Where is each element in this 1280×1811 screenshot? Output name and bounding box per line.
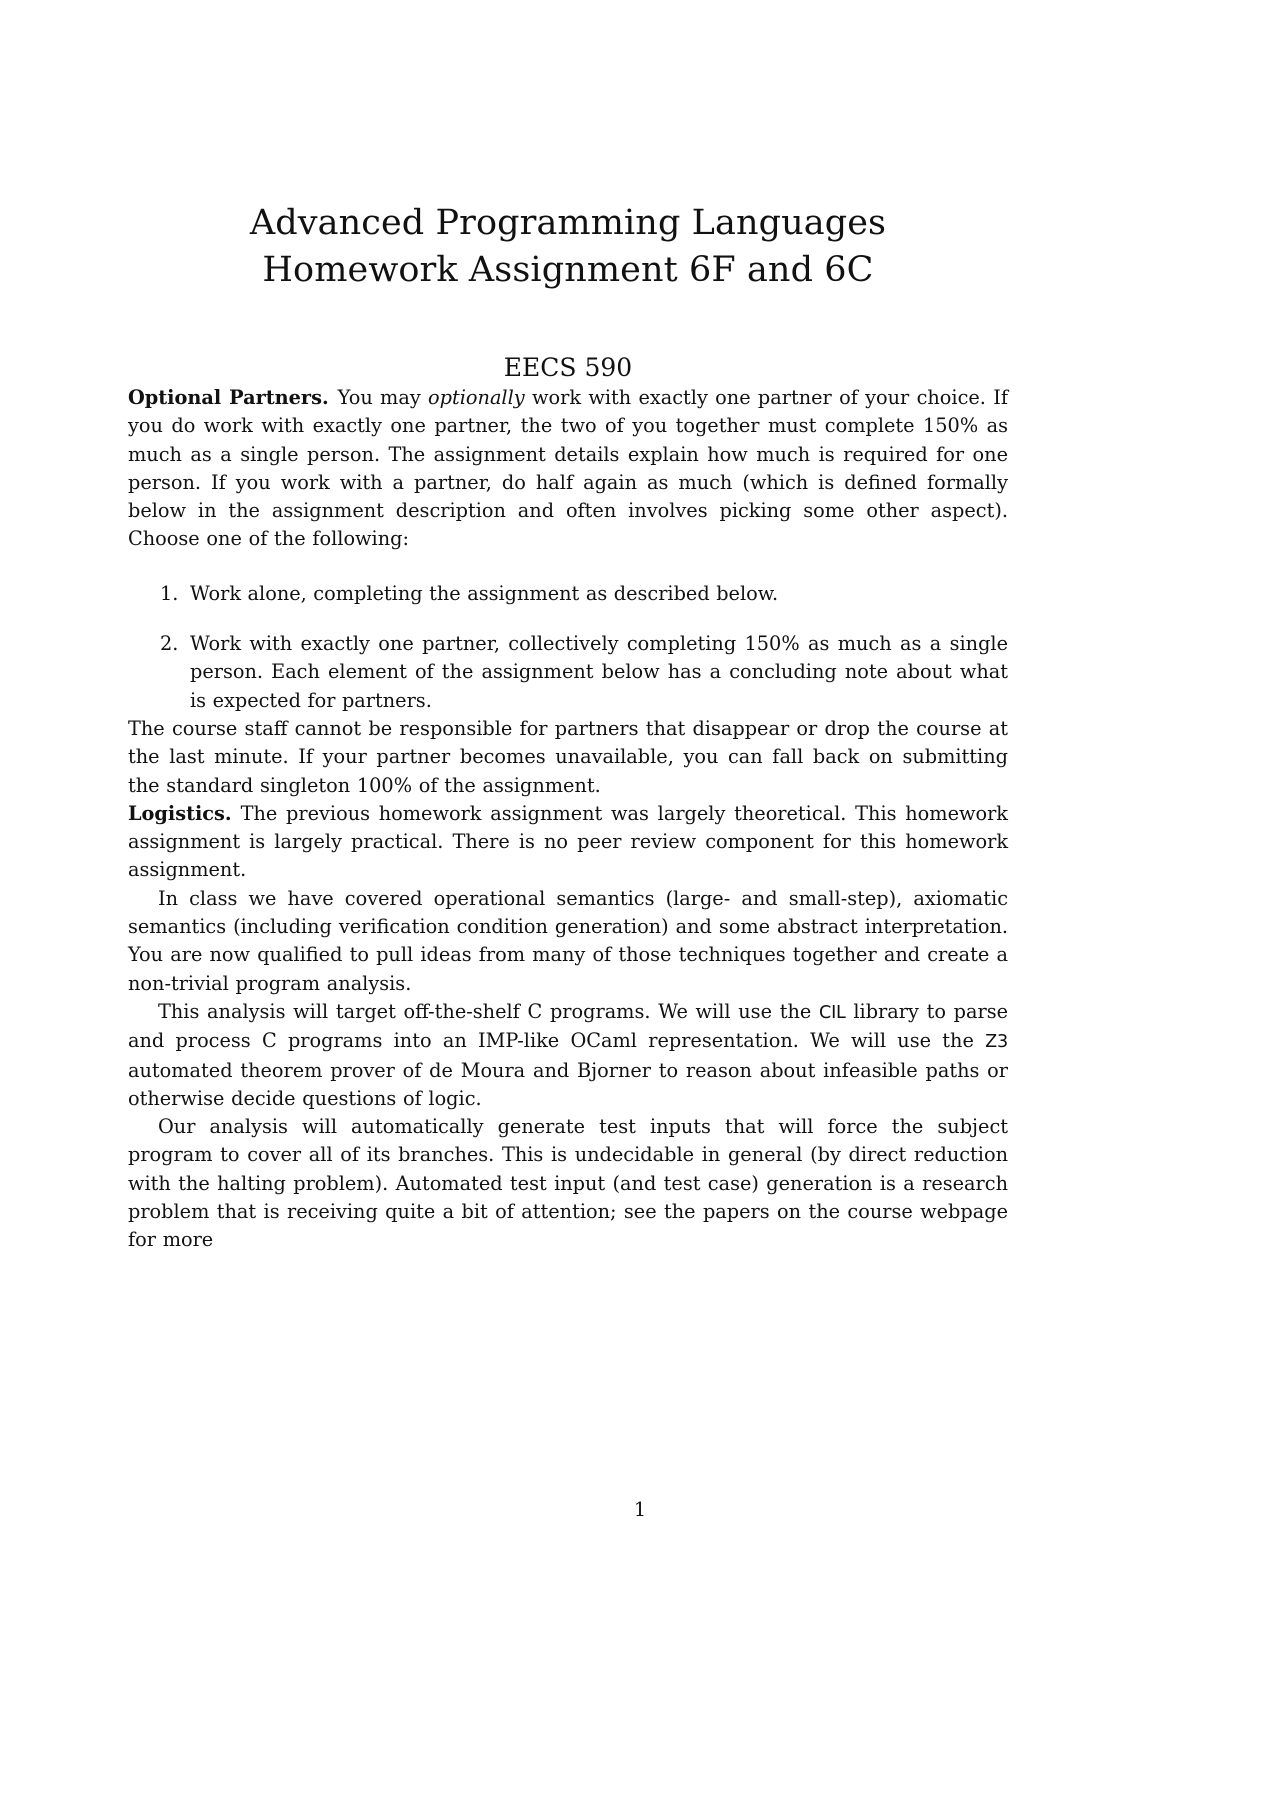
partner-disclaimer-paragraph: The course staff cannot be responsible for partners that disappear or drop the course at the last minute. If your partner becomes unavailable, you can fall back on submitting the standard singleton 100% of the assignment. (128, 716, 1008, 797)
list-item-marker: 1. (160, 581, 179, 605)
logistics-paragraph-2: In class we have covered operational semantics (large- and small-step), axiomatic semantics (including verification condition generation) and some abstract interpretation. You are now qualified to pull ideas from many of those techniques together and create a non-trivial program analysis. (128, 886, 1008, 995)
list-item (128, 630, 1008, 715)
logistics-p3-part-1: This analysis will target off-the-shelf C programs. We will use the (158, 999, 819, 1023)
document-title (128, 200, 1008, 294)
optional-partners-paragraph (128, 384, 1008, 554)
list-item (128, 580, 1008, 608)
course-subtitle: EECS 590 (503, 353, 633, 382)
title-line-2: Homework Assignment 6F and 6C (262, 250, 874, 290)
logistics-heading: Logistics. (128, 801, 232, 825)
logistics-paragraph-3 (128, 998, 1008, 1113)
z3-tool-name: Z3 (985, 1032, 1008, 1053)
page-content (128, 200, 1008, 1255)
logistics-text-1: The previous homework assignment was largely theoretical. This homework assignment is largely practical. There is no peer review component for this homework assignment. (128, 801, 1008, 882)
optional-partners-heading: Optional Partners. (128, 386, 329, 409)
list-item-marker: 2. (160, 632, 179, 656)
list-item-text: Work alone, completing the assignment as described below. (190, 581, 779, 605)
page-number: 1 (633, 1498, 647, 1521)
optional-partners-text-2: work with exactly one partner of your choice. If you do work with exactly one partner, the two of you together must complete 150% as much as a single person. The assignment details explain how much is required for one person. If you work with a partner, do half again as much (which is defined formally below in the assignment description and often involves picking some other aspect). Choose one of the following: (128, 386, 1008, 551)
logistics-paragraph-4: Our analysis will automatically generate test inputs that will force the subject program to cover all of its branches. This is undecidable in general (by direct reduction with the halting problem). Automated test input (and test case) generation is a research problem that is receiving quite a bit of attention; see the papers on the course webpage for more (128, 1115, 1008, 1252)
list-item-text: Work with exactly one partner, collectively completing 150% as much as a single person. Each element of the assignment below has a concluding note about what is expected for partners. (190, 632, 1008, 712)
optional-partners-text-1: You may (337, 386, 429, 409)
logistics-paragraph (128, 800, 1008, 885)
title-line-1: Advanced Programming Languages (249, 203, 887, 243)
cil-tool-name: CIL (818, 1002, 846, 1023)
logistics-p3-part-2: library to parse and process C programs into an IMP-like OCaml representation. We will use the (128, 999, 1008, 1053)
optionally-emphasis: optionally (428, 386, 525, 409)
logistics-p3-part-3: automated theorem prover of de Moura and Bjorner to reason about infeasible paths or otherwise decide questions of logic. (128, 1058, 1008, 1110)
partner-choices-list (128, 580, 1008, 715)
